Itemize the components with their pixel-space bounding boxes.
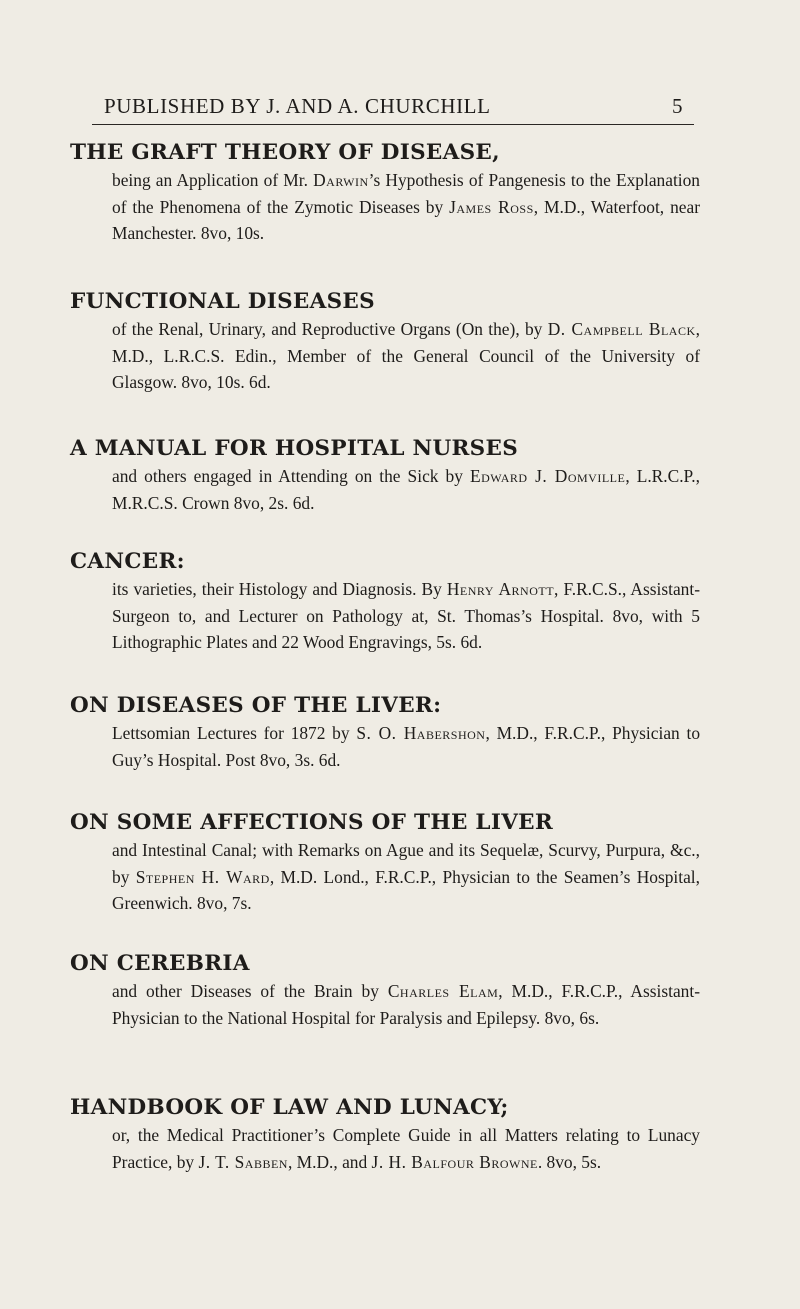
- body-text: ’s Hypothesis of Pangenesis to the Explanation of the Phenomena of the Zymotic Diseases by: [112, 170, 701, 217]
- entry-description: [70, 167, 700, 247]
- header-rule: [92, 124, 694, 125]
- entry-title: ON DISEASES OF THE LIVER:: [70, 693, 442, 718]
- body-text: , F.R.C.S., Assistant-Surgeon to, and Lecturer on Pathology at, St. Thomas’s Hospital. 8vo, with 5 Lithographic Plates and 22 Wood Engravings, 5s. 6d.: [112, 579, 700, 652]
- author-name: Henry Arnott: [446, 579, 555, 599]
- catalogue-entry: [70, 548, 700, 656]
- author-name: Charles Elam: [387, 981, 499, 1001]
- body-text: of the Renal, Urinary, and Reproductive Organs (On the), by: [112, 319, 548, 339]
- body-text: or, the Medical Practitioner’s Complete Guide in all Matters relating to Lunacy Practice, by: [112, 1125, 700, 1172]
- entry-title: FUNCTIONAL DISEASES: [70, 289, 375, 314]
- body-text: , M.D., and: [287, 1151, 372, 1172]
- entry-description: [70, 978, 700, 1031]
- catalogue-entry: [70, 139, 700, 247]
- body-text: its varieties, their Histology and Diagnosis. By: [112, 579, 447, 599]
- entry-title: CANCER:: [70, 549, 185, 574]
- entry-description: [70, 576, 700, 656]
- body-text: , M.D., Waterfoot, near Manchester. 8vo, 10s.: [112, 196, 700, 243]
- entry-title: A MANUAL FOR HOSPITAL NURSES: [70, 436, 519, 461]
- entry-title: HANDBOOK OF LAW AND LUNACY;: [70, 1095, 509, 1120]
- body-text: Lettsomian Lectures for 1872 by: [112, 723, 357, 743]
- entry-description: [70, 463, 700, 516]
- page-number: 5: [672, 94, 683, 118]
- author-name: J. T. Sabben: [198, 1151, 288, 1172]
- body-text: and Intestinal Canal; with Remarks on Ague and its Sequelæ, Scurvy, Purpura, &c., by: [112, 840, 700, 887]
- catalogue-entry: [70, 692, 700, 773]
- author-name: S. O. Habershon: [356, 723, 486, 743]
- catalogue-entry: [70, 809, 700, 917]
- author-name: Darwin: [313, 170, 369, 190]
- author-name: James Ross: [449, 196, 534, 217]
- entry-title: ON SOME AFFECTIONS OF THE LIVER: [70, 810, 554, 835]
- body-text: being an Application of Mr.: [112, 170, 314, 190]
- body-text: . 8vo, 5s.: [537, 1151, 602, 1172]
- body-text: , L.R.C.P., M.R.C.S. Crown 8vo, 2s. 6d.: [112, 466, 700, 513]
- author-name: J. H. Balfour Browne: [371, 1151, 538, 1172]
- body-text: , M.D. Lond., F.R.C.P., Physician to the Seamen’s Hospital, Greenwich. 8vo, 7s.: [112, 866, 700, 913]
- body-text: , M.D., F.R.C.P., Physician to Guy’s Hospital. Post 8vo, 3s. 6d.: [112, 723, 701, 770]
- body-text: and other Diseases of the Brain by: [112, 981, 388, 1001]
- author-name: D. Campbell Black: [547, 319, 696, 339]
- catalogue-entry: [70, 435, 700, 516]
- catalogue-entry: [70, 950, 700, 1031]
- body-text: , M.D., F.R.C.P., Assistant-Physician to the National Hospital for Paralysis and Epilepsy. 8vo, 6s.: [112, 981, 700, 1028]
- entry-description: [70, 720, 700, 773]
- author-name: Edward J. Domville: [469, 466, 626, 486]
- catalogue-entry: [70, 288, 700, 396]
- body-text: and others engaged in Attending on the Sick by: [112, 466, 470, 486]
- entry-title: THE GRAFT THEORY OF DISEASE,: [70, 140, 500, 165]
- catalogue-entry: [70, 1094, 700, 1175]
- body-text: , M.D., L.R.C.S. Edin., Member of the General Council of the University of Glasgow. 8vo, 10s. 6d.: [112, 319, 700, 392]
- author-name: Stephen H. Ward: [135, 866, 270, 887]
- entry-description: [70, 1122, 700, 1175]
- entry-description: [70, 837, 700, 917]
- running-head: PUBLISHED BY J. AND A. CHURCHILL: [104, 94, 491, 118]
- entry-title: ON CEREBRIA: [70, 951, 250, 976]
- entry-description: [70, 316, 700, 396]
